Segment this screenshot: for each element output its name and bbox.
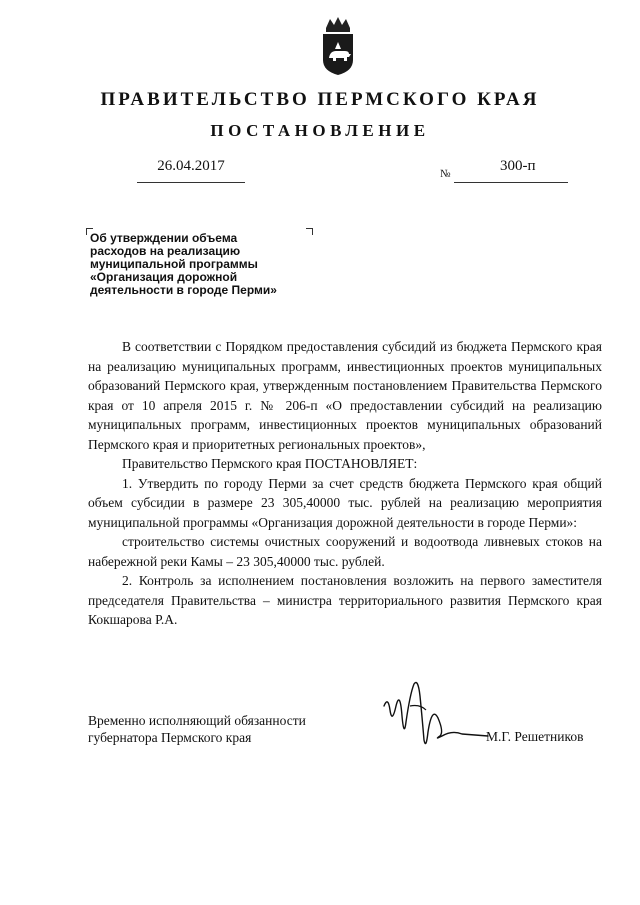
perm-krai-coat-of-arms-icon: [318, 16, 358, 76]
document-subject: [90, 232, 330, 297]
body-paragraph: 2. Контроль за исполнением постановления возложить на первого заместителя председателя Правительства – министра территориального развития Пермского края Кокшарова Р.А.: [88, 573, 602, 627]
document-type: ПОСТАНОВЛЕНИЕ: [210, 121, 430, 140]
body-paragraph: 1. Утвердить по городу Перми за счет средств бюджета Пермского края общий объем субсидии в размере 23 305,40000 тыс. рублей на реализацию мероприятия муниципальной программы «Организация дорожной деятельности в городе Перми»:: [88, 475, 602, 530]
body-paragraph: строительство системы очистных сооружений и водоотвода ливневых стоков на набережной реки Камы – 23 305,40000 тыс. рублей.: [88, 534, 602, 569]
subject-line: расходов на реализацию: [90, 244, 241, 258]
government-title: ПРАВИТЕЛЬСТВО ПЕРМСКОГО КРАЯ: [100, 89, 540, 110]
body-paragraph: В соответствии с Порядком предоставления субсидий из бюджета Пермского края на реализацию муниципальных программ, инвестиционных проектов муниципальных образований Пермского края, утвержденным постановлением Правительства Пермского края от 10 апреля 2015 г. № 206-п «О предоставлении субсидий на реализацию муниципальных программ, инвестиционных проектов муниципальных образований Пермского края и приоритетных региональных проектов»,: [88, 339, 602, 452]
signer-position: [88, 712, 306, 746]
number-underline: [454, 182, 568, 183]
document-body: [88, 337, 602, 630]
subject-line: Об утверждении объема: [90, 231, 238, 245]
signer-name: М.Г. Решетников: [486, 729, 584, 744]
number-value: 300-п: [500, 158, 536, 174]
handwritten-signature: [380, 676, 490, 756]
date-value: 26.04.2017: [157, 158, 225, 174]
subject-line: деятельности в городе Перми»: [90, 283, 277, 297]
signer-position-line: Временно исполняющий обязанности: [88, 713, 306, 728]
document-date: [137, 158, 245, 175]
subject-line: муниципальной программы: [90, 257, 258, 271]
date-underline: [137, 182, 245, 183]
signer-position-line: губернатора Пермского края: [88, 730, 252, 745]
body-paragraph: Правительство Пермского края ПОСТАНОВЛЯЕТ:: [122, 456, 418, 471]
subject-line: «Организация дорожной: [90, 270, 238, 284]
number-sign: №: [440, 168, 451, 180]
